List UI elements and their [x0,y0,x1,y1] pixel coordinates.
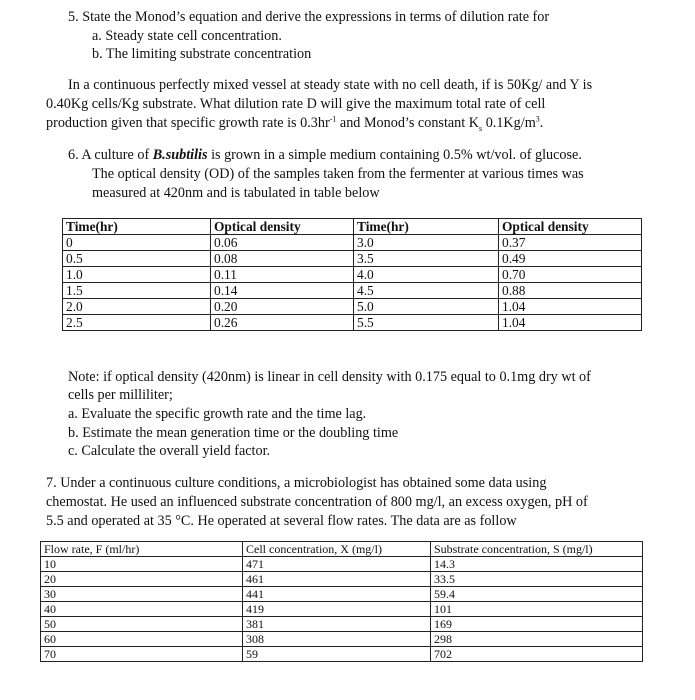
table-cell: 50 [41,617,243,632]
para-line-3-end: . [539,115,544,131]
para-line-3-text: production given that specific growth rate is 0.3hr [46,115,330,131]
table-row [41,572,643,587]
task-c: c. Calculate the overall yield factor. [68,443,271,459]
table-cell: 10 [41,557,243,572]
q5-line-1: 5. State the Monod’s equation and derive the expressions in terms of dilution rate for [68,9,550,25]
per-hour-superscript: -1 [329,114,337,124]
table-cell: 0.11 [211,267,354,283]
table-cell: 2.5 [63,315,211,331]
table-cell: 1.5 [63,283,211,299]
q6-line-1-pre: 6. A culture of [68,147,153,163]
table-row [41,602,643,617]
para-line-2: 0.40Kg cells/Kg substrate. What dilution rate D will give the maximum total rate of cell [46,96,546,112]
table-cell: 0 [63,235,211,251]
table-cell: 3.0 [354,235,499,251]
q6-line-1 [68,146,582,164]
table-cell: 471 [243,557,431,572]
table-cell: 169 [431,617,643,632]
q7-line-1: 7. Under a continuous culture conditions, a microbiologist has obtained some data using [46,475,547,491]
table-cell: 5.0 [354,299,499,315]
table-cell: 4.5 [354,283,499,299]
header-od-1: Optical density [211,219,354,235]
q6-line-2: The optical density (OD) of the samples taken from the fermenter at various times was [92,166,584,182]
q7-line-3: 5.5 and operated at 35 °C. He operated at several flow rates. The data are as follow [46,513,517,529]
table-row [63,235,642,251]
para-line-3 [46,114,543,132]
table-cell: 14.3 [431,557,643,572]
table-row [41,557,643,572]
table-cell: 0.08 [211,251,354,267]
q5-item-b: b. The limiting substrate concentration [92,46,312,62]
table-cell: 5.5 [354,315,499,331]
header-flow-rate: Flow rate, F (ml/hr) [41,542,243,557]
table-cell: 60 [41,632,243,647]
table-row [41,632,643,647]
table-cell: 0.49 [499,251,642,267]
table-cell: 381 [243,617,431,632]
table-row [41,587,643,602]
table-cell: 59.4 [431,587,643,602]
header-time-2: Time(hr) [354,219,499,235]
table-cell: 419 [243,602,431,617]
table-cell: 101 [431,602,643,617]
ks-subscript: s [479,123,483,133]
para-line-3-mid: and Monod’s constant K [336,115,480,131]
table-cell: 0.14 [211,283,354,299]
task-b: b. Estimate the mean generation time or the doubling time [68,425,399,441]
header-od-2: Optical density [499,219,642,235]
table-cell: 0.70 [499,267,642,283]
table-cell: 4.0 [354,267,499,283]
note-line-2: cells per milliliter; [68,387,173,403]
optical-density-table [62,218,642,331]
table-cell: 40 [41,602,243,617]
q5-item-a: a. Steady state cell concentration. [92,28,282,44]
table-row [41,647,643,662]
table-cell: 0.88 [499,283,642,299]
table-cell: 0.26 [211,315,354,331]
table-cell: 702 [431,647,643,662]
table-cell: 0.37 [499,235,642,251]
header-substrate-concentration: Substrate concentration, S (mg/l) [431,542,643,557]
task-a: a. Evaluate the specific growth rate and the time lag. [68,406,367,422]
table-cell: 0.06 [211,235,354,251]
table-cell: 298 [431,632,643,647]
table-cell: 1.04 [499,299,642,315]
note-line-1: Note: if optical density (420nm) is linear in cell density with 0.175 equal to 0.1mg dry wt of [68,369,591,385]
table-cell: 0.5 [63,251,211,267]
table-cell: 59 [243,647,431,662]
table-cell: 441 [243,587,431,602]
q7-line-2: chemostat. He used an influenced substrate concentration of 800 mg/l, an excess oxygen, pH of [46,494,588,510]
table-header-row [41,542,643,557]
para-line-3-post: 0.1Kg/m [482,115,536,131]
table-cell: 308 [243,632,431,647]
q6-line-3: measured at 420nm and is tabulated in table below [92,185,380,201]
table-cell: 461 [243,572,431,587]
table-cell: 3.5 [354,251,499,267]
table-row [63,315,642,331]
table-row [41,617,643,632]
table-row [63,251,642,267]
chemostat-table [40,541,643,662]
organism-name: B.subtilis [152,147,208,163]
table-cell: 2.0 [63,299,211,315]
table-row [63,283,642,299]
table-row [63,299,642,315]
table-cell: 70 [41,647,243,662]
table-cell: 1.04 [499,315,642,331]
q6-line-1-post: is grown in a simple medium containing 0.5% wt/vol. of glucose. [207,147,582,163]
table-cell: 0.20 [211,299,354,315]
table-row [63,267,642,283]
table-cell: 33.5 [431,572,643,587]
table-cell: 1.0 [63,267,211,283]
header-cell-concentration: Cell concentration, X (mg/l) [243,542,431,557]
table-header-row [63,219,642,235]
para-line-1: In a continuous perfectly mixed vessel at steady state with no cell death, if is 50Kg/ and Y is [68,77,593,93]
header-time-1: Time(hr) [63,219,211,235]
cubic-superscript: 3 [535,114,540,124]
table-cell: 20 [41,572,243,587]
table-cell: 30 [41,587,243,602]
